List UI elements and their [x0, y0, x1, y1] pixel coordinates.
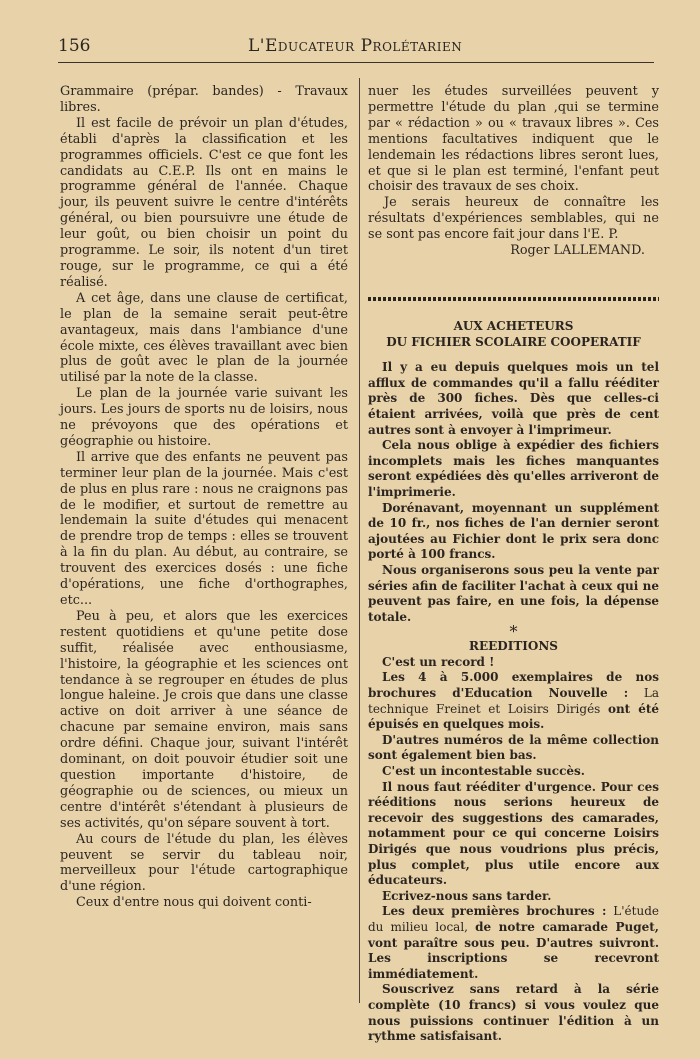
paragraph: A cet âge, dans une clause de certificat, le plan de la semaine serait peut-être avantageux, mais dans l'ambiance d'une école mixte, ces élèves travaillant avec bien plus de goût avec le plan de la journée utilisé par la note de la classe.	[60, 290, 348, 386]
text-normal: La technique Freinet et Loisirs Dirigés	[368, 686, 659, 716]
paragraph: Peu à peu, et alors que les exercices restent quotidiens et qu'une petite dose suffit, réalisée avec enthousiasme, l'histoire, la géographie et les sciences ont tendance à se regrouper en études de plus longue haleine. Je crois que dans une classe active on doit arriver à une séance de chacune par semaine environ, mais sans ordre défini. Chaque jour, suivant l'intérêt dominant, on doit pouvoir étudier soit une question importante d'histoire, de géographie ou de sciences, ou mieux un centre d'intérêt s'étendant à plusieurs de ses activités, qu'on sépare souvent à tort.	[60, 608, 348, 831]
paragraph: C'est un incontestable succès.	[382, 764, 585, 779]
right-column	[368, 84, 659, 259]
left-column	[60, 84, 348, 911]
text-bold: de notre camarade Puget, vont paraître sous peu. D'autres suivront. Les inscriptions se recevront immédiatement.	[368, 919, 659, 981]
paragraph: C'est un record !	[382, 654, 495, 669]
author-signature: Roger LALLEMAND.	[510, 243, 645, 259]
paragraph: Grammaire (prépar. bandes) - Travaux libres.	[60, 84, 348, 115]
page-number: 156	[58, 36, 91, 56]
page-header	[58, 36, 658, 64]
header-rule	[58, 62, 654, 63]
paragraph	[368, 904, 659, 982]
paragraph: Cela nous oblige à expédier des fichiers incomplets mais les fiches manquantes seront expédiées dès qu'elles arriveront de l'imprimerie.	[368, 438, 659, 499]
paragraph: Il arrive que des enfants ne peuvent pas terminer leur plan de la journée. Mais c'est de plus en plus rare : nous ne craignons pas de le modifier, et surtout de remettre au lendemain la suite d'études qui menacent de prendre trop de temps : elles se trouvent à la fin du plan. Au début, au contraire, se trouvent des exercices dosés : une fiche d'opérations, une fiche d'orthographes, etc...	[60, 449, 348, 608]
text-bold: Les deux premières brochures :	[382, 904, 607, 919]
notice-title: AUX ACHETEURS	[453, 319, 574, 333]
text-bold: ont été épuisés en quelques mois.	[368, 701, 660, 732]
paragraph: nuer les études surveillées peuvent y permettre l'étude du plan ,qui se termine par « rédaction » ou « travaux libres ». Ces mentions facultatives indiquent que le lendemain les rédactions libres seront lues, et que si le plan est terminé, l'enfant peut choisir des travaux de ses choix.	[368, 84, 659, 195]
paragraph: Au cours de l'étude du plan, les élèves peuvent se servir du tableau noir, merveilleux pour l'étude cartographique d'une région.	[60, 831, 348, 895]
dotted-separator	[368, 297, 659, 301]
notice-subtitle: DU FICHIER SCOLAIRE COOPERATIF	[386, 334, 641, 349]
paragraph: Dorénavant, moyennant un supplément de 10 fr., nos fiches de l'an dernier seront ajoutées au Fichier dont le prix sera donc porté à 100 francs.	[368, 500, 659, 562]
paragraph: Il est facile de prévoir un plan d'études, établi d'après la classification et les programmes officiels. C'est ce que font les candidats au C.E.P. Ils ont en mains le programme général de l'année. Chaque jour, ils peuvent suivre le centre d'intérêts général, ou bien poursuivre une étude de leur goût, ou bien choisir un point du programme. Le soir, ils notent d'un tiret rouge, sur le programme, ce qui a été réalisé.	[60, 115, 348, 290]
paragraph: Ecrivez-nous sans tarder.	[382, 888, 552, 903]
text-normal: L'étude du milieu local,	[368, 904, 659, 934]
paragraph: D'autres numéros de la même collection sont également bien bas.	[368, 732, 659, 763]
notice-section	[368, 319, 659, 1045]
column-divider	[359, 78, 360, 1003]
journal-title: L'Educateur Prolétarien	[248, 36, 463, 56]
star-separator: *	[509, 622, 518, 642]
text-bold: Les 4 à 5.000 exemplaires de nos brochures d'Education Nouvelle :	[368, 670, 659, 701]
paragraph: Il y a eu depuis quelques mois un tel afflux de commandes qu'il a fallu rééditer près de 300 fiches. Dès que celles-ci étaient arrivées, voilà que près de cent autres sont à envoyer à l'imprimeur.	[368, 360, 659, 437]
paragraph: Souscrivez sans retard à la série complète (10 francs) si vous voulez que nous puissions continuer l'édition à un rythme satisfaisant.	[368, 982, 659, 1044]
paragraph: Le plan de la journée varie suivant les jours. Les jours de sports nu de loisirs, nous ne prévoyons que des opérations et géographie ou histoire.	[60, 386, 348, 449]
paragraph: Ceux d'entre nous qui doivent conti-	[76, 895, 312, 911]
paragraph	[368, 670, 659, 732]
paragraph: Nous organiserons sous peu la vente par séries afin de faciliter l'achat à ceux qui ne peuvent pas faire, en une fois, la dépense totale.	[368, 562, 659, 624]
paragraph: Il nous faut rééditer d'urgence. Pour ces rééditions nous serions heureux de recevoir des suggestions des camarades, notamment pour ce qui concerne Loisirs Dirigés que nous voudrions plus précis, plus complet, plus utile encore aux éducateurs.	[368, 779, 659, 888]
reeditions-title: REEDITIONS	[469, 639, 558, 654]
paragraph: Je serais heureux de connaître les résultats d'expériences semblables, qui ne se sont pas encore fait jour dans l'E. P.	[368, 195, 659, 243]
